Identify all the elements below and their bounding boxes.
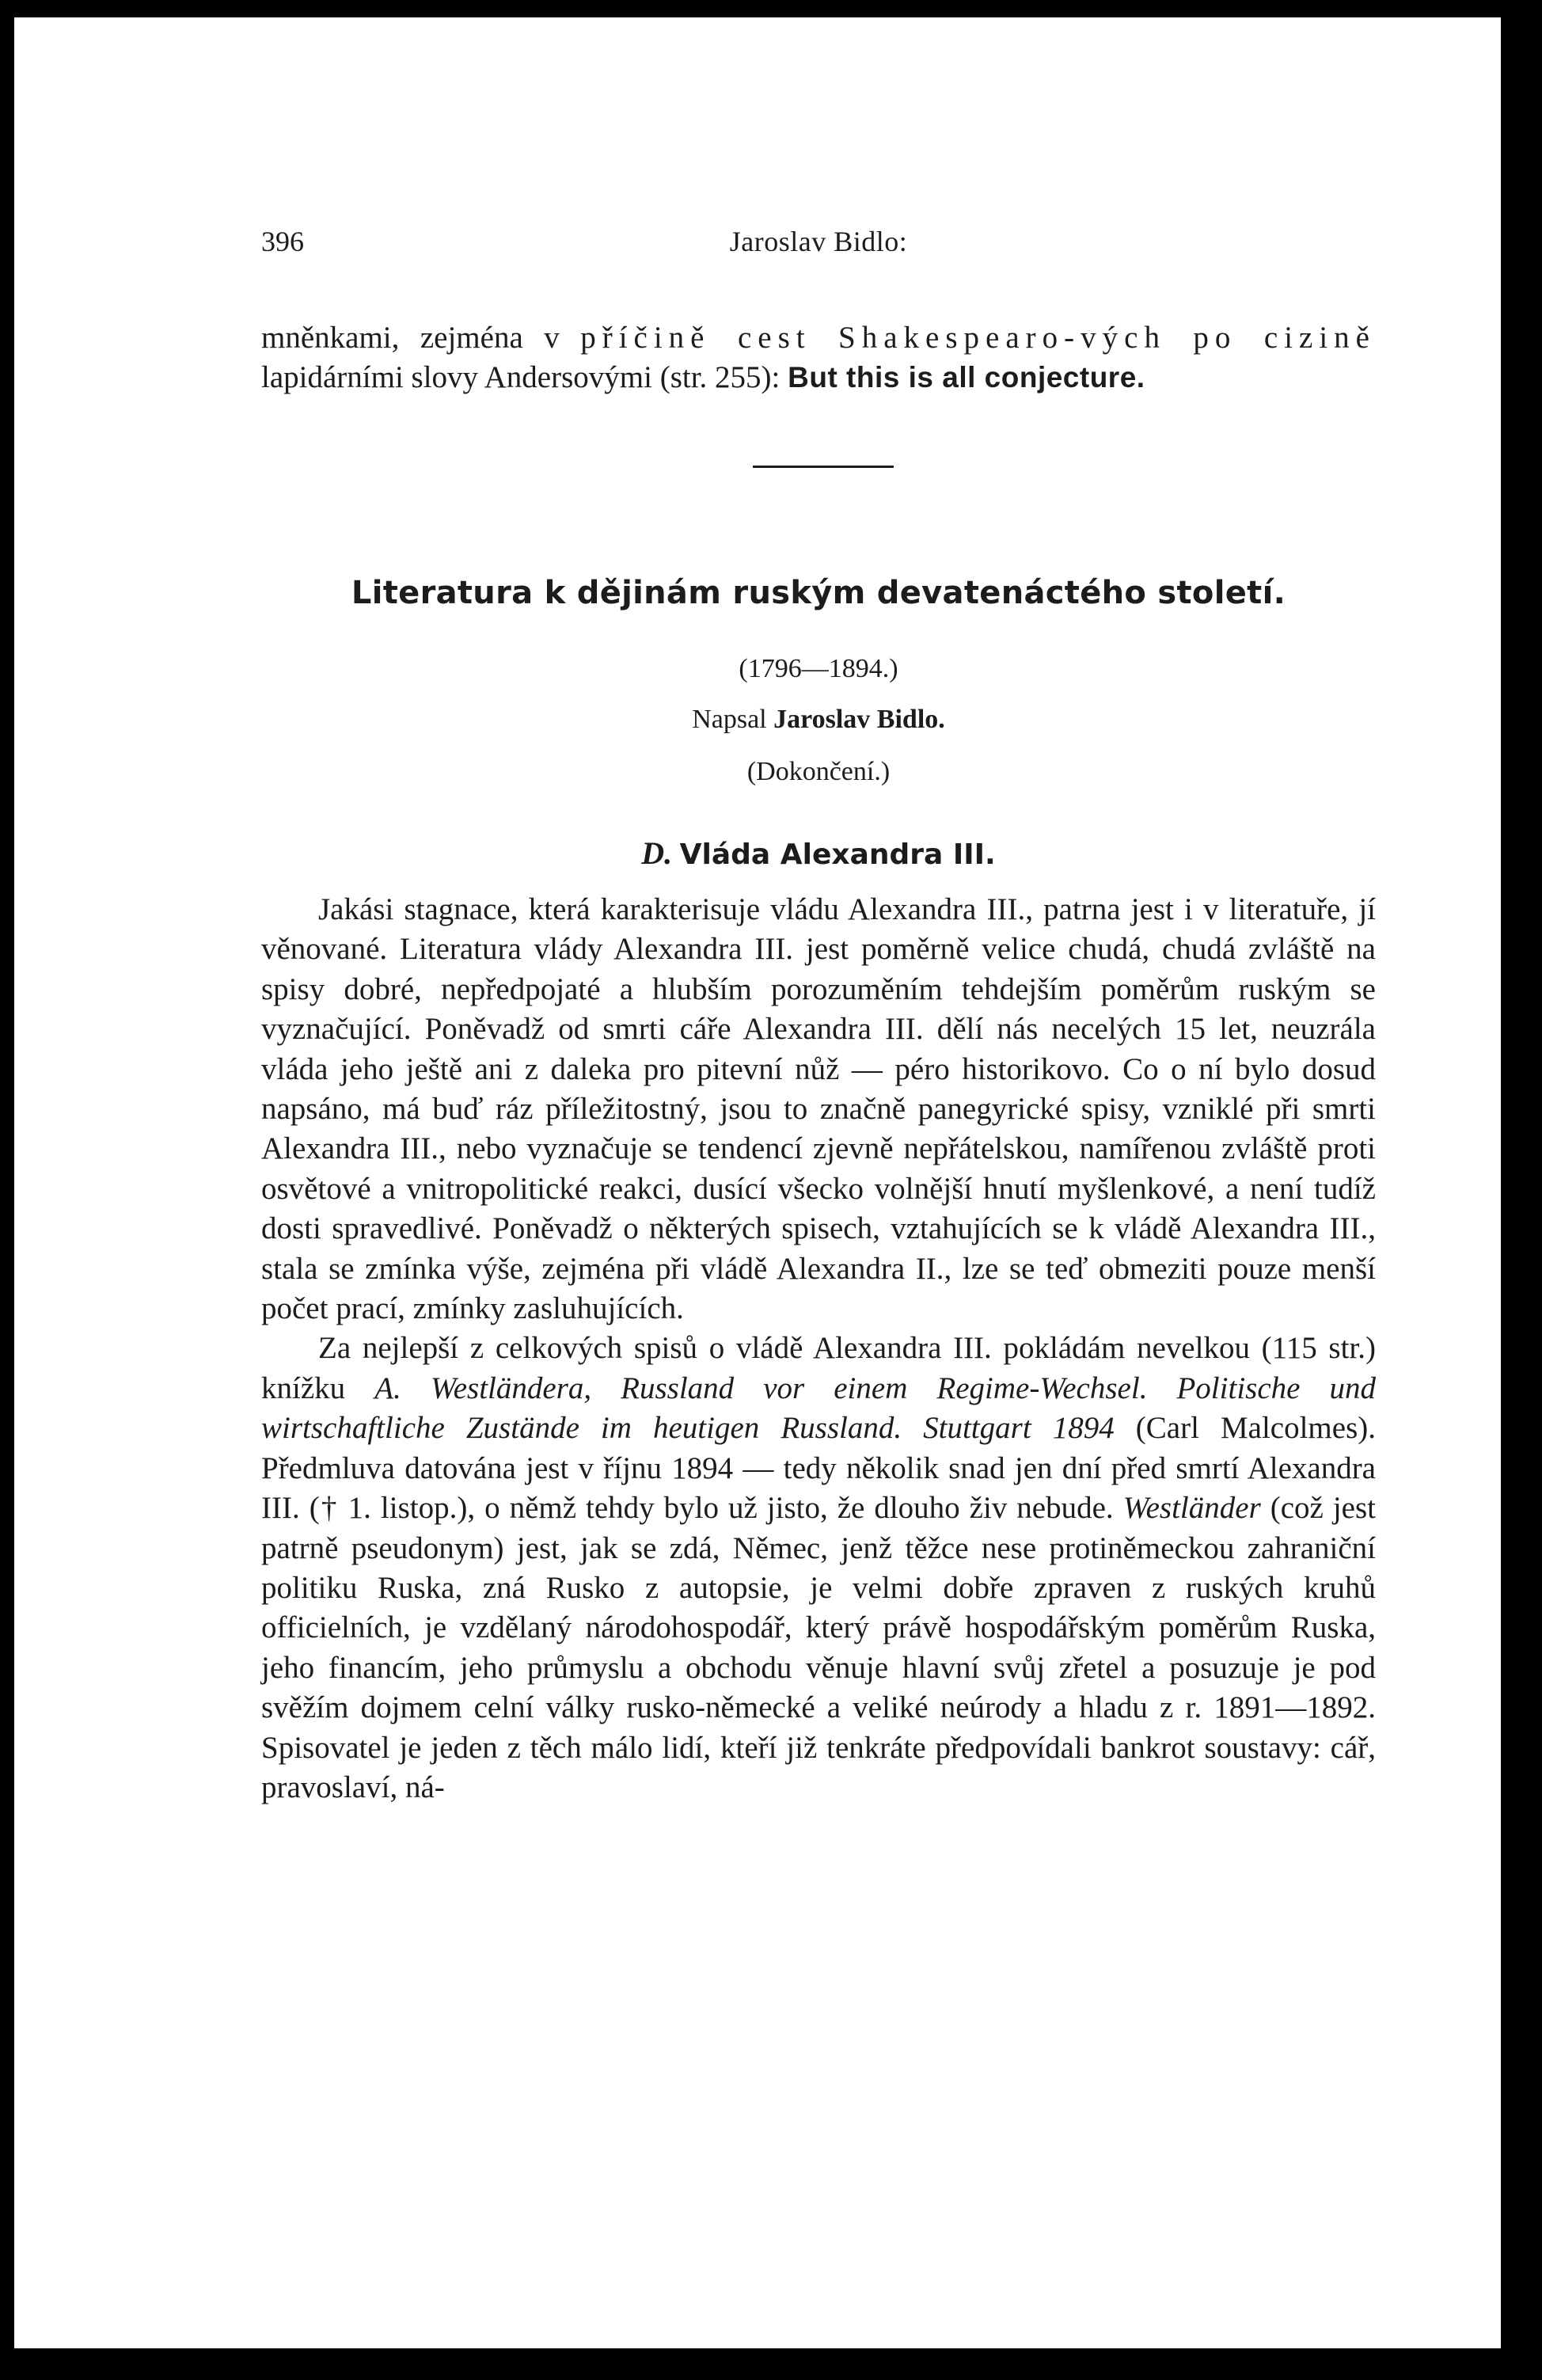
running-head: Jaroslav Bidlo: [729, 226, 908, 257]
continued-paragraph [261, 318, 1376, 397]
page-header [261, 225, 1376, 264]
paragraph-2-part-a: Za nejlepší z celkových spisů o vládě Alexandra III. pokládám nevelkou (115 str.) knížku [261, 1331, 1376, 1405]
intro-bold-quote: But this is all conjecture. [788, 361, 1145, 393]
article-title: Literatura k dějinám ruským devatenáctého století. [351, 575, 1286, 611]
intro-text-1: mněnkami, zejména v [261, 321, 581, 355]
article-years: (1796—1894.) [739, 654, 898, 683]
section-heading [261, 835, 1376, 872]
paragraph-2 [261, 1329, 1376, 1808]
body-text [261, 890, 1376, 1808]
section-title: Vláda Alexandra III. [679, 838, 996, 871]
author-prefix: Napsal [692, 705, 774, 734]
section-letter: D. [641, 835, 673, 871]
author-name: Jaroslav Bidlo. [773, 705, 945, 734]
article-continued-note: (Dokončení.) [746, 757, 891, 786]
paragraph-1: Jakási stagnace, která karakterisuje vládu Alexandra III., patrna jest i v literatuře, jí věnované. Literatura vlády Alexandra III. jest poměrně velice chudá, chudá zvláště na spisy dobré, nepředpojaté a hlubším porozuměním tehdejším poměrům ruským se vyznačující. Poněvadž od smrti cáře Alexandra III. dělí nás necelých 15 let, neuzrála vláda jeho ještě ani z daleka pro pitevní nůž — péro historikovo. Co o ní bylo dosud napsáno, má buď ráz příležitostný, jsou to značně panegyrické spisy, vzniklé při smrti Alexandra III., nebo vyznačuje se tendencí zjevně nepřátelskou, namířenou zvláště proti osvětové a vnitropolitické reakci, dusící všecko volnější hnutí myšlenkové, a není tudíž dosti spravedlivé. Poněvadž o některých spisech, vztahujících se k vládě Alexandra III., stala se zmínka výše, zejména při vládě Alexandra II., lze se teď obmeziti pouze menší počet prací, zmínky zasluhujících. [261, 892, 1376, 1326]
paragraph-2-part-b: (Carl Malcolmes). Předmluva datována jest v říjnu 1894 — tedy několik snad jen dní před smrtí Alexandra III. († 1. listop.), o němž tehdy bylo už jisto, že dlouho živ nebude. [261, 1411, 1376, 1526]
book-page [14, 17, 1501, 2348]
intro-paragraph [261, 318, 1376, 397]
intro-text-2: lapidárními slovy Andersovými (str. 255): [261, 360, 788, 394]
author-pseudonym: Westländer [1122, 1491, 1261, 1526]
paragraph-2-part-c: (což jest patrně pseudonym) jest, jak se zdá, Němec, jenž těžce nese protiněmeckou zahraniční politiku Ruska, zná Rusko z autopsie, je velmi dobře zpraven z ruských kruhů officielních, je vzdělaný národohospodář, který právě hospodářským poměrům Ruska, jeho financím, jeho průmyslu a obchodu věnuje hlavní svůj zřetel a posuzuje je pod svěžím dojmem celní války rusko-německé a veliké neúrody a hladu z r. 1891—1892. Spisovatel je jeden z těch málo lidí, kteří již tenkráte předpovídali bankrot soustavy: cář, pravoslaví, ná- [261, 1491, 1377, 1804]
intro-spaced-text: příčině cest Shakespearo-vých po cizině [580, 321, 1376, 355]
article-author [261, 705, 1376, 735]
section-divider [753, 466, 894, 468]
page-number: 396 [261, 226, 304, 257]
book-citation: A. Westländera, Russland vor einem Regime-Wechsel. Politische und wirtschaftliche Zustände im heutigen Russland. Stuttgart 1894 [261, 1371, 1376, 1446]
